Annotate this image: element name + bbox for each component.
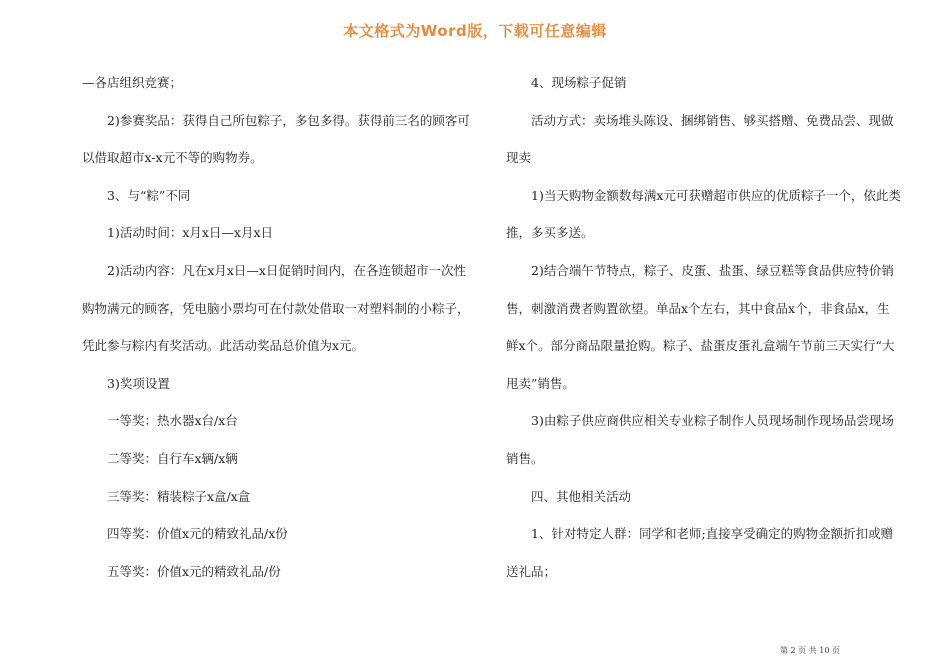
right-paragraph: 1、针对特定人群：同学和老师;直接享受确定的购物金额折扣或赠送礼品； (506, 526, 894, 579)
right-column (506, 64, 901, 590)
left-paragraph: 1)活动时间：x月x日—x月x日 (107, 225, 274, 241)
page-number-footer: 第 2 页 共 10 页 (780, 646, 840, 655)
right-paragraph: 4、现场粽子促销 (531, 75, 627, 90)
right-paragraph: 活动方式：卖场堆头陈设、捆绑销售、够买搭赠、免费品尝、现做现卖 (506, 112, 894, 166)
left-paragraph: 3)奖项设置 (107, 375, 170, 391)
left-paragraph: 2)参赛奖品：获得自己所包粽子，多包多得。获得前三名的顾客可以借取超市x-x元不等的购物券。 (82, 112, 470, 166)
left-paragraph: 一等奖：热水器x台/x台 (107, 413, 238, 429)
left-paragraph: 2)活动内容：凡在x月x日—x日促销时间内，在各连锁超市一次性购物满元的顾客，凭电脑小票均可在付款处借取一对塑料制的小粽子，凭此参与粽内有奖活动。此活动奖品总价值为x元。 (82, 262, 470, 354)
left-paragraph: 二等奖：自行车x辆/x辆 (107, 450, 238, 466)
left-paragraph: 三等奖：精装粽子x盒/x盒 (107, 488, 251, 504)
left-column (82, 64, 477, 590)
left-paragraph: 五等奖：价值x元的精致礼品/份 (107, 563, 281, 579)
right-paragraph: 1)当天购物金额数每满x元可获赠超市供应的优质粽子一个，依此类推，多买多送。 (506, 187, 901, 241)
left-paragraph: 3、与“粽”不同 (107, 187, 191, 203)
right-paragraph: 3)由粽子供应商供应相关专业粽子制作人员现场制作现场品尝现场销售。 (506, 413, 894, 466)
document-banner: 本文格式为Word版，下载可任意编辑 (343, 22, 607, 40)
right-paragraph: 2)结合端午节特点，粽子、皮蛋、盐蛋、绿豆糕等食品供应特价销售，刺激消费者购置欲望。单品x个左右，其中食品x个，非食品x，生鲜x个。部分商品限量抢购。粽子、盐蛋皮蛋礼盒端午节前三天实行“大甩卖”销售。 (506, 262, 895, 391)
left-paragraph: 四等奖：价值x元的精致礼品/x份 (107, 526, 288, 542)
left-paragraph: —各店组织竞赛； (82, 75, 183, 90)
right-paragraph: 四、其他相关活动 (531, 488, 632, 504)
